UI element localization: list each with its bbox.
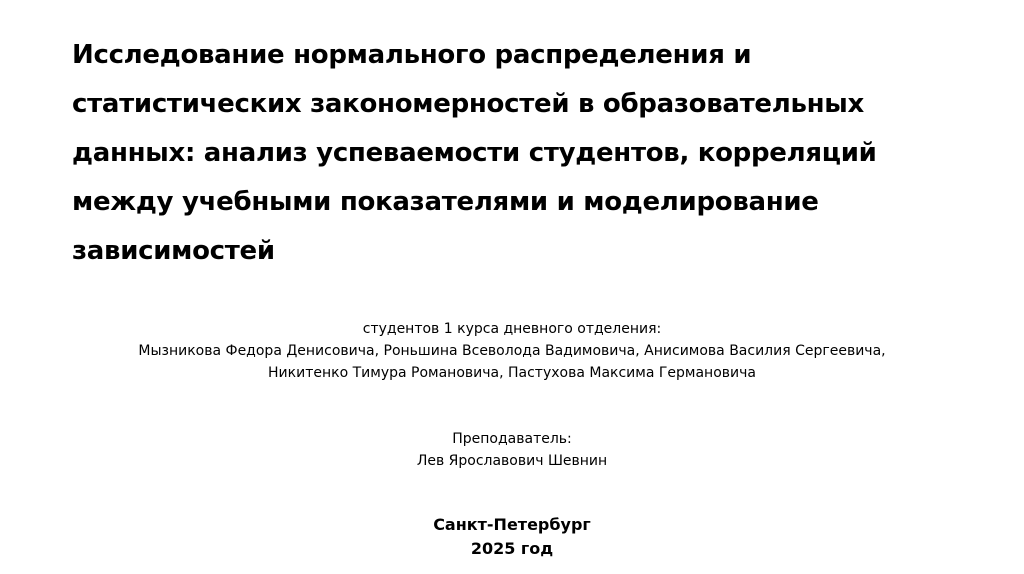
authors-line-1: Мызникова Федора Денисовича, Роньшина Всеволода Вадимовича, Анисимова Василия Сергеевича, [138, 343, 886, 359]
footer-block [0, 513, 1024, 561]
teacher-block [0, 428, 1024, 472]
teacher-label: Преподаватель: [452, 431, 572, 447]
authors-block [0, 318, 1024, 384]
authors-intro: студентов 1 курса дневного отделения: [362, 321, 662, 337]
footer-city: Санкт-Петербург [433, 515, 591, 534]
footer-year: 2025 год [470, 539, 554, 558]
authors-line-2: Никитенко Тимура Романовича, Пастухова Максима Германовича [268, 365, 756, 381]
teacher-name: Лев Ярославович Шевнин [416, 453, 608, 469]
slide-title: Исследование нормального распределения и статистических закономерностей в образовательных данных: анализ успеваемости студентов, корреляций между учебными показателями и моделирование зависимостей [72, 40, 877, 266]
